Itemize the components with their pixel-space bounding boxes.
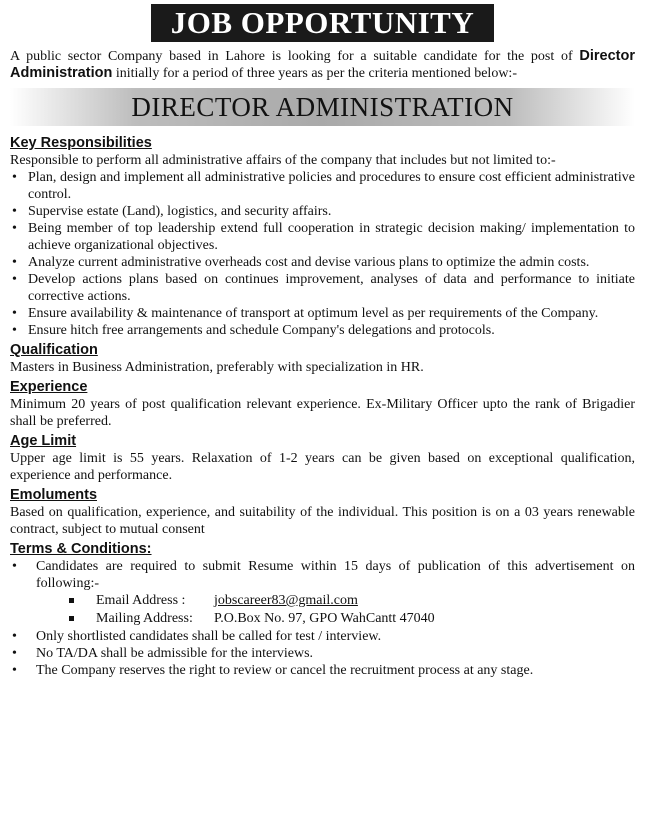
bullet-icon: • — [12, 559, 17, 574]
banner-wrap — [10, 4, 635, 44]
responsibilities-list — [10, 169, 635, 339]
list-item-text: Analyze current administrative overheads cost and devise various plans to optimize the admin costs. — [28, 255, 590, 270]
list-item-text: Develop actions plans based on continues improvement, analyses of data and performance to initiate corrective actions. — [28, 272, 635, 304]
list-item — [10, 558, 635, 628]
bullet-icon: • — [12, 663, 17, 678]
contact-list — [36, 592, 635, 628]
experience-text: Minimum 20 years of post qualification relevant experience. Ex-Military Officer upto the rank of Brigadier shall be preferred. — [10, 397, 635, 429]
terms-list — [10, 558, 635, 679]
bullet-icon: • — [12, 306, 17, 321]
email-label: Email Address : — [96, 593, 186, 608]
list-item — [10, 203, 635, 220]
intro-before: A public sector Company based in Lahore is looking for a suitable candidate for the post of — [10, 49, 580, 64]
bullet-icon: • — [12, 646, 17, 661]
bullet-icon: • — [12, 221, 17, 236]
list-item — [10, 220, 635, 254]
list-item-text: Being member of top leadership extend full cooperation in strategic decision making/ implementation to achieve organizational objectives. — [28, 221, 635, 253]
qualification-heading: Qualification — [10, 342, 98, 358]
list-item — [10, 254, 635, 271]
age-limit-text: Upper age limit is 55 years. Relaxation of 1-2 years can be given based on exceptional qualification, experience and performance. — [10, 451, 635, 483]
responsibilities-heading: Key Responsibilities — [10, 135, 152, 151]
list-item — [10, 628, 635, 645]
square-bullet-icon — [69, 598, 74, 603]
job-opportunity-banner: JOB OPPORTUNITY — [151, 4, 495, 42]
list-item — [10, 322, 635, 339]
intro-post-name: Director Administration — [10, 48, 635, 81]
qualification-text: Masters in Business Administration, preferably with specialization in HR. — [10, 360, 424, 375]
list-item-text: The Company reserves the right to review or cancel the recruitment process at any stage. — [36, 663, 534, 678]
contact-email — [36, 592, 635, 610]
emoluments-text: Based on qualification, experience, and suitability of the individual. This position is on a 03 years renewable contract, subject to mutual consent — [10, 505, 635, 537]
email-link[interactable]: jobscareer83@gmail.com — [214, 593, 358, 608]
age-limit-heading: Age Limit — [10, 433, 77, 449]
mailing-label: Mailing Address: — [96, 611, 193, 626]
intro-paragraph — [10, 48, 635, 82]
mailing-address: P.O.Box No. 97, GPO WahCantt 47040 — [214, 611, 435, 626]
list-item — [10, 169, 635, 203]
emoluments-heading: Emoluments — [10, 487, 98, 503]
list-item-text: Ensure hitch free arrangements and schedule Company's delegations and protocols. — [28, 323, 495, 338]
bullet-icon: • — [12, 323, 17, 338]
list-item — [10, 645, 635, 662]
list-item-text: No TA/DA shall be admissible for the interviews. — [36, 646, 314, 661]
list-item-text: Ensure availability & maintenance of transport at optimum level as per requirements of the Company. — [28, 306, 599, 321]
terms-heading: Terms & Conditions: — [10, 541, 152, 557]
list-item-text: Only shortlisted candidates shall be called for test / interview. — [36, 629, 382, 644]
bullet-icon: • — [12, 272, 17, 287]
bullet-icon: • — [12, 170, 17, 185]
list-item — [10, 305, 635, 322]
post-title: DIRECTOR ADMINISTRATION — [131, 92, 514, 122]
bullet-icon: • — [12, 255, 17, 270]
experience-heading: Experience — [10, 379, 88, 395]
bullet-icon: • — [12, 629, 17, 644]
list-item-text: Candidates are required to submit Resume within 15 days of publication of this advertisement on following:- — [36, 559, 635, 591]
list-item — [10, 271, 635, 305]
bullet-icon: • — [12, 204, 17, 219]
post-title-box — [10, 88, 635, 126]
intro-after: initially for a period of three years as per the criteria mentioned below:- — [112, 66, 517, 81]
list-item-text: Supervise estate (Land), logistics, and security affairs. — [28, 204, 332, 219]
list-item-text: Plan, design and implement all administrative policies and procedures to ensure cost efficient administrative control. — [28, 170, 635, 202]
contact-mail — [36, 610, 635, 628]
list-item — [10, 662, 635, 679]
square-bullet-icon — [69, 616, 74, 621]
responsibilities-lead: Responsible to perform all administrative affairs of the company that includes but not limited to:- — [10, 153, 556, 168]
